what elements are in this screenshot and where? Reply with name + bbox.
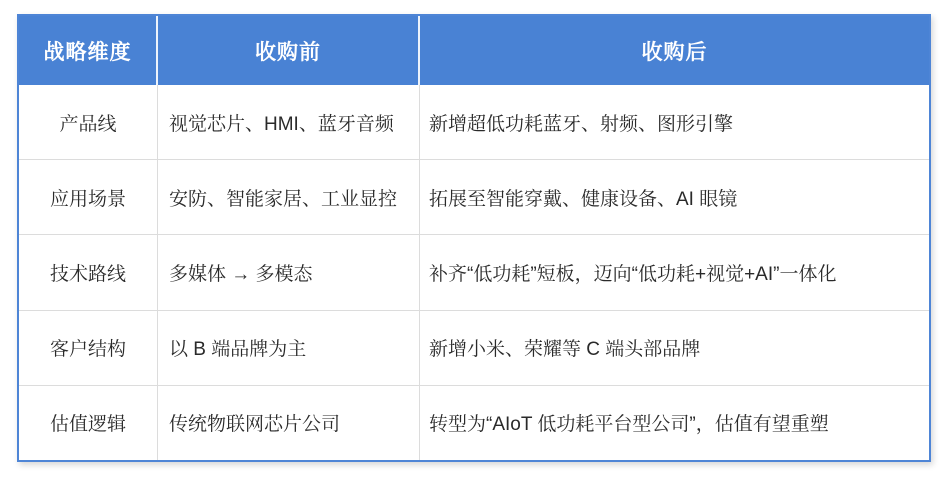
comparison-table <box>17 14 931 462</box>
cell-before: 传统物联网芯片公司 <box>158 386 420 460</box>
header-cell-before: 收购前 <box>158 16 420 85</box>
cell-before: 视觉芯片、HMI、蓝牙音频 <box>158 85 420 159</box>
cell-before: 以 B 端品牌为主 <box>158 311 420 385</box>
cell-after: 新增超低功耗蓝牙、射频、图形引擎 <box>429 113 734 135</box>
cell-before: 多媒体 → 多模态 <box>158 235 420 309</box>
table-row-customer-structure <box>19 310 929 385</box>
cell-dimension: 应用场景 <box>19 160 158 234</box>
cell-after: 补齐“低功耗”短板，迈向“低功耗+视觉+AI”一体化 <box>429 264 837 285</box>
cell-before: 安防、智能家居、工业显控 <box>158 160 420 234</box>
header-cell-dimension: 战略维度 <box>19 16 158 85</box>
table-row-product-line <box>19 85 929 159</box>
header-cell-after: 收购后 <box>641 40 708 64</box>
table-header-row <box>19 16 929 85</box>
cell-dimension: 客户结构 <box>19 311 158 385</box>
cell-dimension: 估值逻辑 <box>19 386 158 460</box>
cell-after: 转型为“AIoT 低功耗平台型公司”，估值有望重塑 <box>429 414 829 436</box>
cell-dimension: 产品线 <box>19 85 158 159</box>
cell-after: 新增小米、荣耀等 C 端头部品牌 <box>429 339 701 361</box>
table-row-valuation-logic <box>19 385 929 460</box>
cell-after: 拓展至智能穿戴、健康设备、AI 眼镜 <box>429 188 738 210</box>
cell-dimension: 技术路线 <box>19 235 158 309</box>
table-row-technology-roadmap <box>19 234 929 309</box>
table-row-application-scenarios <box>19 159 929 234</box>
